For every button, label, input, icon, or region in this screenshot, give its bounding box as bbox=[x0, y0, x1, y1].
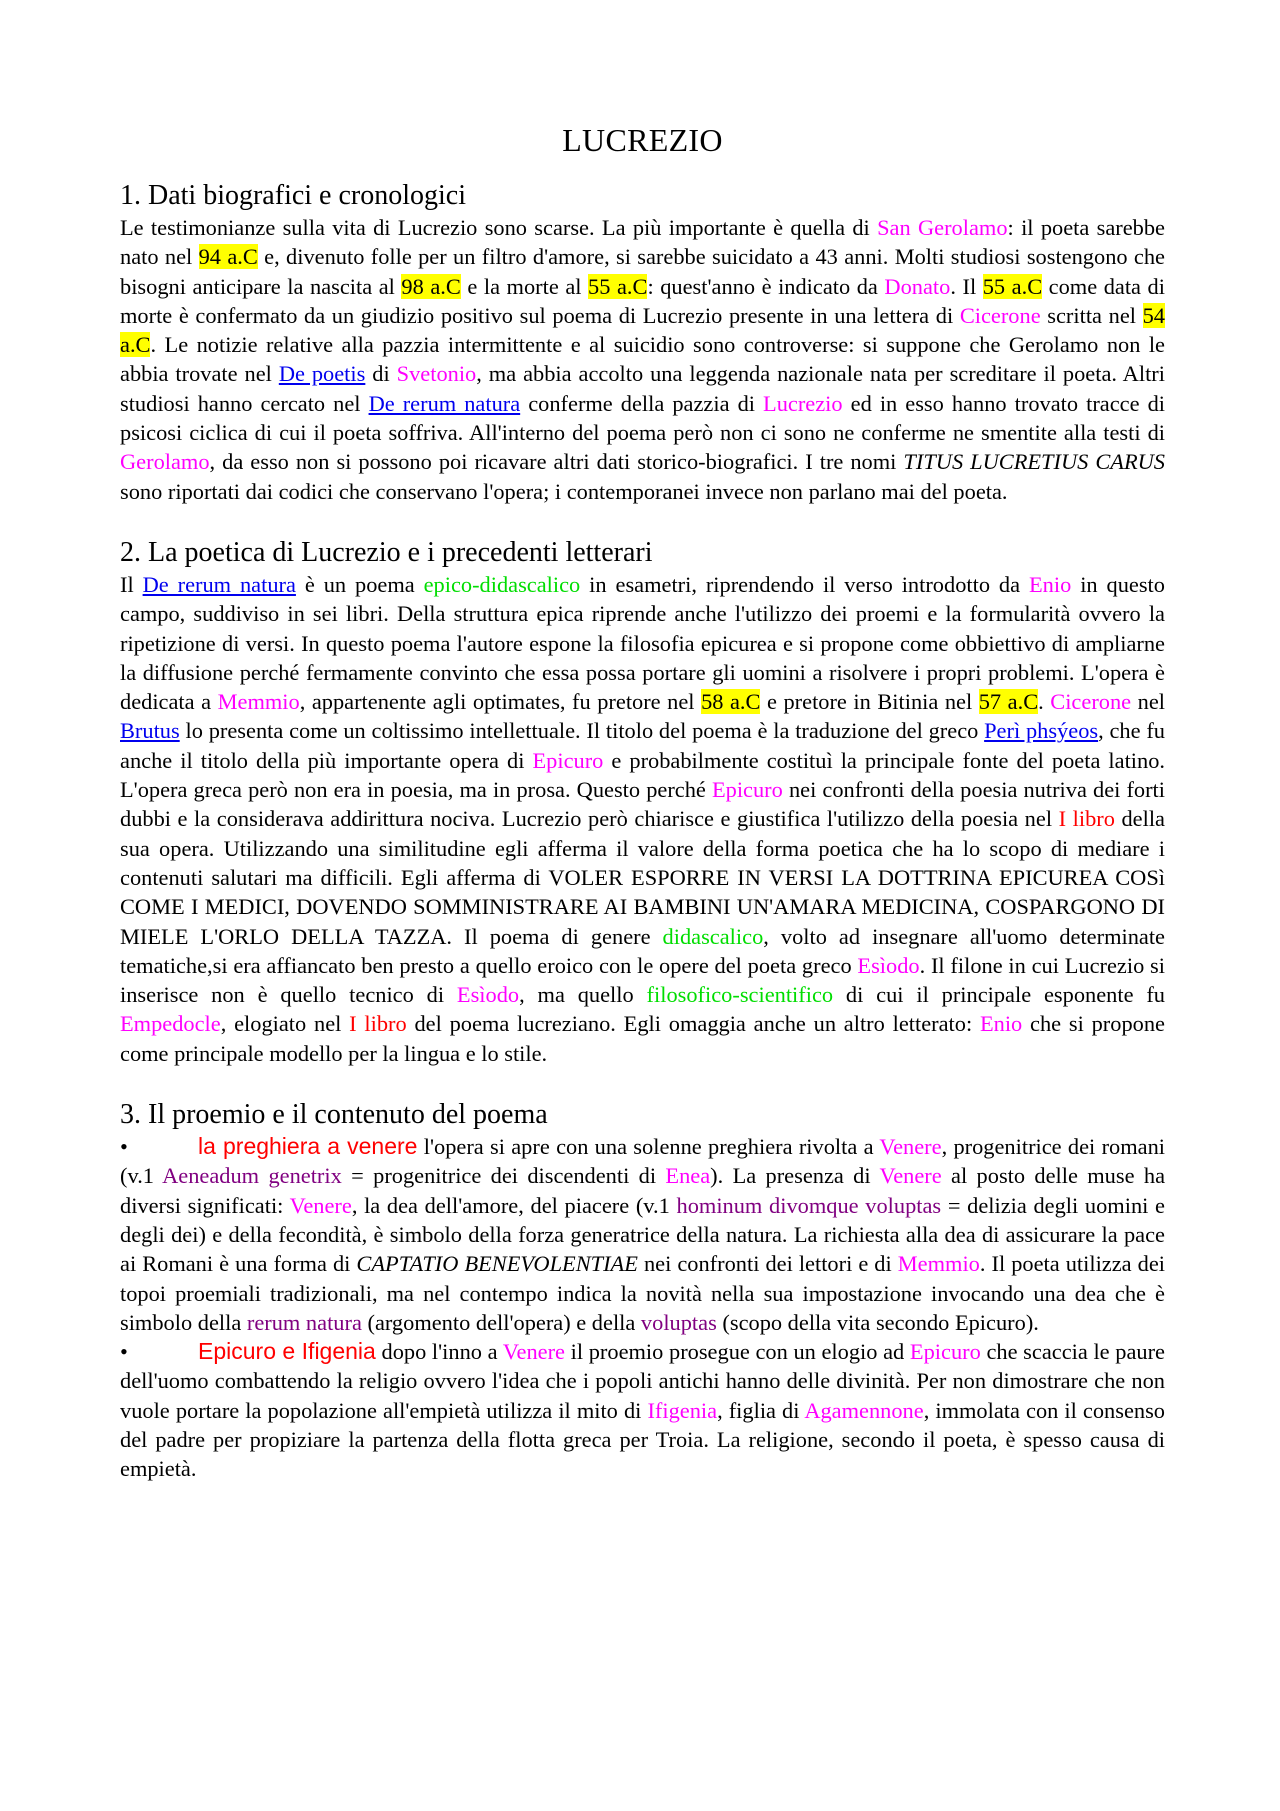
name-ref: Cicerone bbox=[1050, 689, 1132, 715]
name-ref: Enio bbox=[979, 1011, 1023, 1037]
section-heading: 1. Dati biografici e cronologici bbox=[120, 180, 466, 211]
bullet-title: Epicuro e Ifigenia bbox=[198, 1338, 376, 1365]
section-poetics bbox=[120, 536, 1165, 1068]
name-ref: Esìodo bbox=[456, 982, 520, 1008]
date-highlight: 57 a.C bbox=[978, 689, 1039, 715]
date-highlight: 55 a.C bbox=[588, 273, 648, 299]
link-de-poetis[interactable]: De poetis bbox=[278, 361, 366, 387]
link-de-rerum-natura[interactable]: De rerum natura bbox=[368, 390, 521, 416]
genre-term: epico-didascalico bbox=[423, 571, 581, 597]
name-ref: Svetonio bbox=[396, 361, 477, 387]
page-title: LUCREZIO bbox=[562, 122, 723, 158]
bullet-icon: • bbox=[120, 1339, 128, 1365]
name-ref: Memmio bbox=[217, 689, 300, 715]
list-item: • la preghiera a venere l'opera si apre con una solenne preghiera rivolta a Venere, progenitrice dei romani (v.1 Aeneadum genetrix = progenitrice dei discendenti di Enea). La presenza di Venere al posto delle muse ha diversi significati: Venere, la dea dell'amore, del piacere (v.1 hominum divomque voluptas = delizia degli uomini e degli dei) e della fecondità, è simbolo della forza generatrice della natura. La richiesta alla dea di assicurare la pace ai Romani è una forma di CAPTATIO BENEVOLENTIAE nei confronti dei lettori e di Memmio. Il poeta utilizza dei topoi proemiali tradizionali, ma nel contempo indica la novità nella sua impostazione invocando una dea che è simbolo della rerum natura (argomento dell'opera) e della voluptas (scopo della vita secondo Epicuro). bbox=[120, 1133, 1166, 1335]
bullet-title: la preghiera a venere bbox=[198, 1133, 418, 1160]
document-page bbox=[120, 120, 1165, 1484]
bullet-icon: • bbox=[120, 1134, 128, 1160]
name-ref: Venere bbox=[879, 1134, 942, 1160]
name-ref: Venere bbox=[502, 1339, 565, 1365]
name-ref: Ifigenia bbox=[647, 1397, 718, 1423]
name-ref: Agamennone bbox=[804, 1397, 924, 1423]
link-brutus[interactable]: Brutus bbox=[120, 718, 180, 744]
italic-text: TITUS LUCRETIUS CARUS bbox=[903, 449, 1165, 475]
section-proem bbox=[120, 1098, 1165, 1484]
date-highlight: 94 a.C bbox=[198, 244, 258, 270]
name-ref: Venere bbox=[879, 1163, 942, 1189]
name-ref: Empedocle bbox=[120, 1011, 221, 1037]
date-highlight: 98 a.C bbox=[401, 273, 461, 299]
date-highlight: 58 a.C bbox=[701, 689, 761, 715]
name-ref: Venere bbox=[289, 1192, 352, 1218]
latin-quote: hominum divomque voluptas bbox=[676, 1192, 942, 1218]
section-heading: 2. La poetica di Lucrezio e i precedenti letterari bbox=[120, 536, 653, 568]
latin-quote: rerum natura bbox=[246, 1309, 362, 1335]
name-ref: Enio bbox=[1028, 571, 1072, 597]
name-ref: Esìodo bbox=[857, 952, 920, 978]
body-paragraph: Le testimonianze sulla vita di Lucrezio sono scarse. La più importante è quella di San Gerolamo: il poeta sarebbe nato nel 94 a.C e, divenuto folle per un filtro d'amore, si sarebbe suicidato a 43 anni. Molti studiosi sostengono che bisogni anticipare la nascita al 98 a.C e la morte al 55 a.C: quest'anno è indicato da Donato. Il 55 a.C come data di morte è confermato da un giudizio positivo sul poema di Lucrezio presente in una lettera di Cicerone scritta nel 54 a.C. Le notizie relative alla pazzia intermittente e al suicidio sono controverse: si suppone che Gerolamo non le abbia trovate nel De poetis di Svetonio, ma abbia accolto una leggenda nazionale nata per screditare il poeta. Altri studiosi hanno cercato nel De rerum natura conferme della pazzia di Lucrezio ed in esso hanno trovato tracce di psicosi ciclica di cui il poeta soffriva. All'interno del poema però non ci sono ne conferme ne smentite alla testi di Gerolamo, da esso non si possono poi ricavare altri dati storico-biografici. I tre nomi TITUS LUCRETIUS CARUS sono riportati dai codici che conservano l'opera; i contemporanei invece non parlano mai del poeta. bbox=[120, 215, 1166, 504]
book-ref: I libro bbox=[1058, 806, 1115, 832]
book-ref: I libro bbox=[349, 1011, 407, 1037]
italic-text: CAPTATIO BENEVOLENTIAE bbox=[356, 1251, 638, 1277]
name-ref: Lucrezio bbox=[763, 390, 843, 416]
name-ref: Donato bbox=[884, 273, 951, 299]
list-item: • Epicuro e Ifigenia dopo l'inno a Venere il proemio prosegue con un elogio ad Epicuro che scaccia le paure dell'uomo combattendo la religio ovvero l'idea che i popoli antichi hanno delle divinità. Per non dimostrare che non vuole portare la popolazione all'empietà utilizza il mito di Ifigenia, figlia di Agamennone, immolata con il consenso del padre per propiziare la partenza della flotta greca per Troia. La religione, secondo il poeta, è spesso causa di empietà. bbox=[120, 1338, 1165, 1482]
link-de-rerum-natura[interactable]: De rerum natura bbox=[142, 571, 296, 597]
name-ref: Epicuro bbox=[711, 777, 783, 803]
latin-quote: Aeneadum genetrix bbox=[162, 1163, 342, 1189]
name-ref: Gerolamo bbox=[120, 449, 210, 475]
name-ref: Epicuro bbox=[909, 1339, 981, 1365]
date-highlight: 54 a.C bbox=[120, 302, 1165, 358]
date-highlight: 55 a.C bbox=[982, 273, 1043, 299]
genre-term: filosofico-scientifico bbox=[646, 982, 834, 1008]
latin-quote: voluptas bbox=[640, 1309, 717, 1335]
section-heading: 3. Il proemio e il contenuto del poema bbox=[120, 1099, 548, 1131]
name-ref: Epicuro bbox=[532, 747, 604, 773]
name-ref: Enea bbox=[665, 1163, 711, 1189]
name-ref: San Gerolamo bbox=[877, 215, 1008, 240]
genre-term: didascalico bbox=[662, 923, 764, 949]
section-biography bbox=[120, 179, 1165, 506]
link-peri-physeos[interactable]: Perì phsýeos bbox=[984, 718, 1099, 744]
body-paragraph: Il De rerum natura è un poema epico-didascalico in esametri, riprendendo il verso introdotto da Enio in questo campo, suddiviso in sei libri. Della struttura epica riprende anche l'utilizzo dei proemi e la formularità ovvero la ripetizione di versi. In questo poema l'autore espone la filosofia epicurea e si propone come obbiettivo di ampliarne la diffusione perché fermamente convinto che essa possa portare gli uomini a risolvere i propri problemi. L'opera è dedicata a Memmio, appartenente agli optimates, fu pretore nel 58 a.C e pretore in Bitinia nel 57 a.C. Cicerone nel Brutus lo presenta come un coltissimo intellettuale. Il titolo del poema è la traduzione del greco Perì phsýeos, che fu anche il titolo della più importante opera di Epicuro e probabilmente costituì la principale fonte del poeta latino. L'opera greca però non era in poesia, ma in prosa. Questo perché Epicuro nei confronti della poesia nutriva dei forti dubbi e la considerava addirittura nociva. Lucrezio però chiarisce e giustifica l'utilizzo della poesia nel I libro della sua opera. Utilizzando una similitudine egli afferma il valore della forma poetica che ha lo scopo di mediare i contenuti salutari ma difficili. Egli afferma di VOLER ESPORRE IN VERSI LA DOTTRINA EPICUREA COSì COME I MEDICI, DOVENDO SOMMINISTRARE AI BAMBINI UN'AMARA MEDICINA, COSPARGONO DI MIELE L'ORLO DELLA TAZZA. Il poema di genere didascalico, volto ad insegnare all'uomo determinate tematiche,si era affiancato ben presto a quello eroico con le opere del poeta greco Esìodo. Il filone in cui Lucrezio si inserisce non è quello tecnico di Esìodo, ma quello filosofico-scientifico di cui il principale esponente fu Empedocle, elogiato nel I libro del poema lucreziano. Egli omaggia anche un altro letterato: Enio che si propone come principale modello per la lingua e lo stile. bbox=[120, 571, 1166, 1066]
name-ref: Memmio bbox=[897, 1251, 980, 1277]
name-ref: Cicerone bbox=[959, 302, 1041, 328]
